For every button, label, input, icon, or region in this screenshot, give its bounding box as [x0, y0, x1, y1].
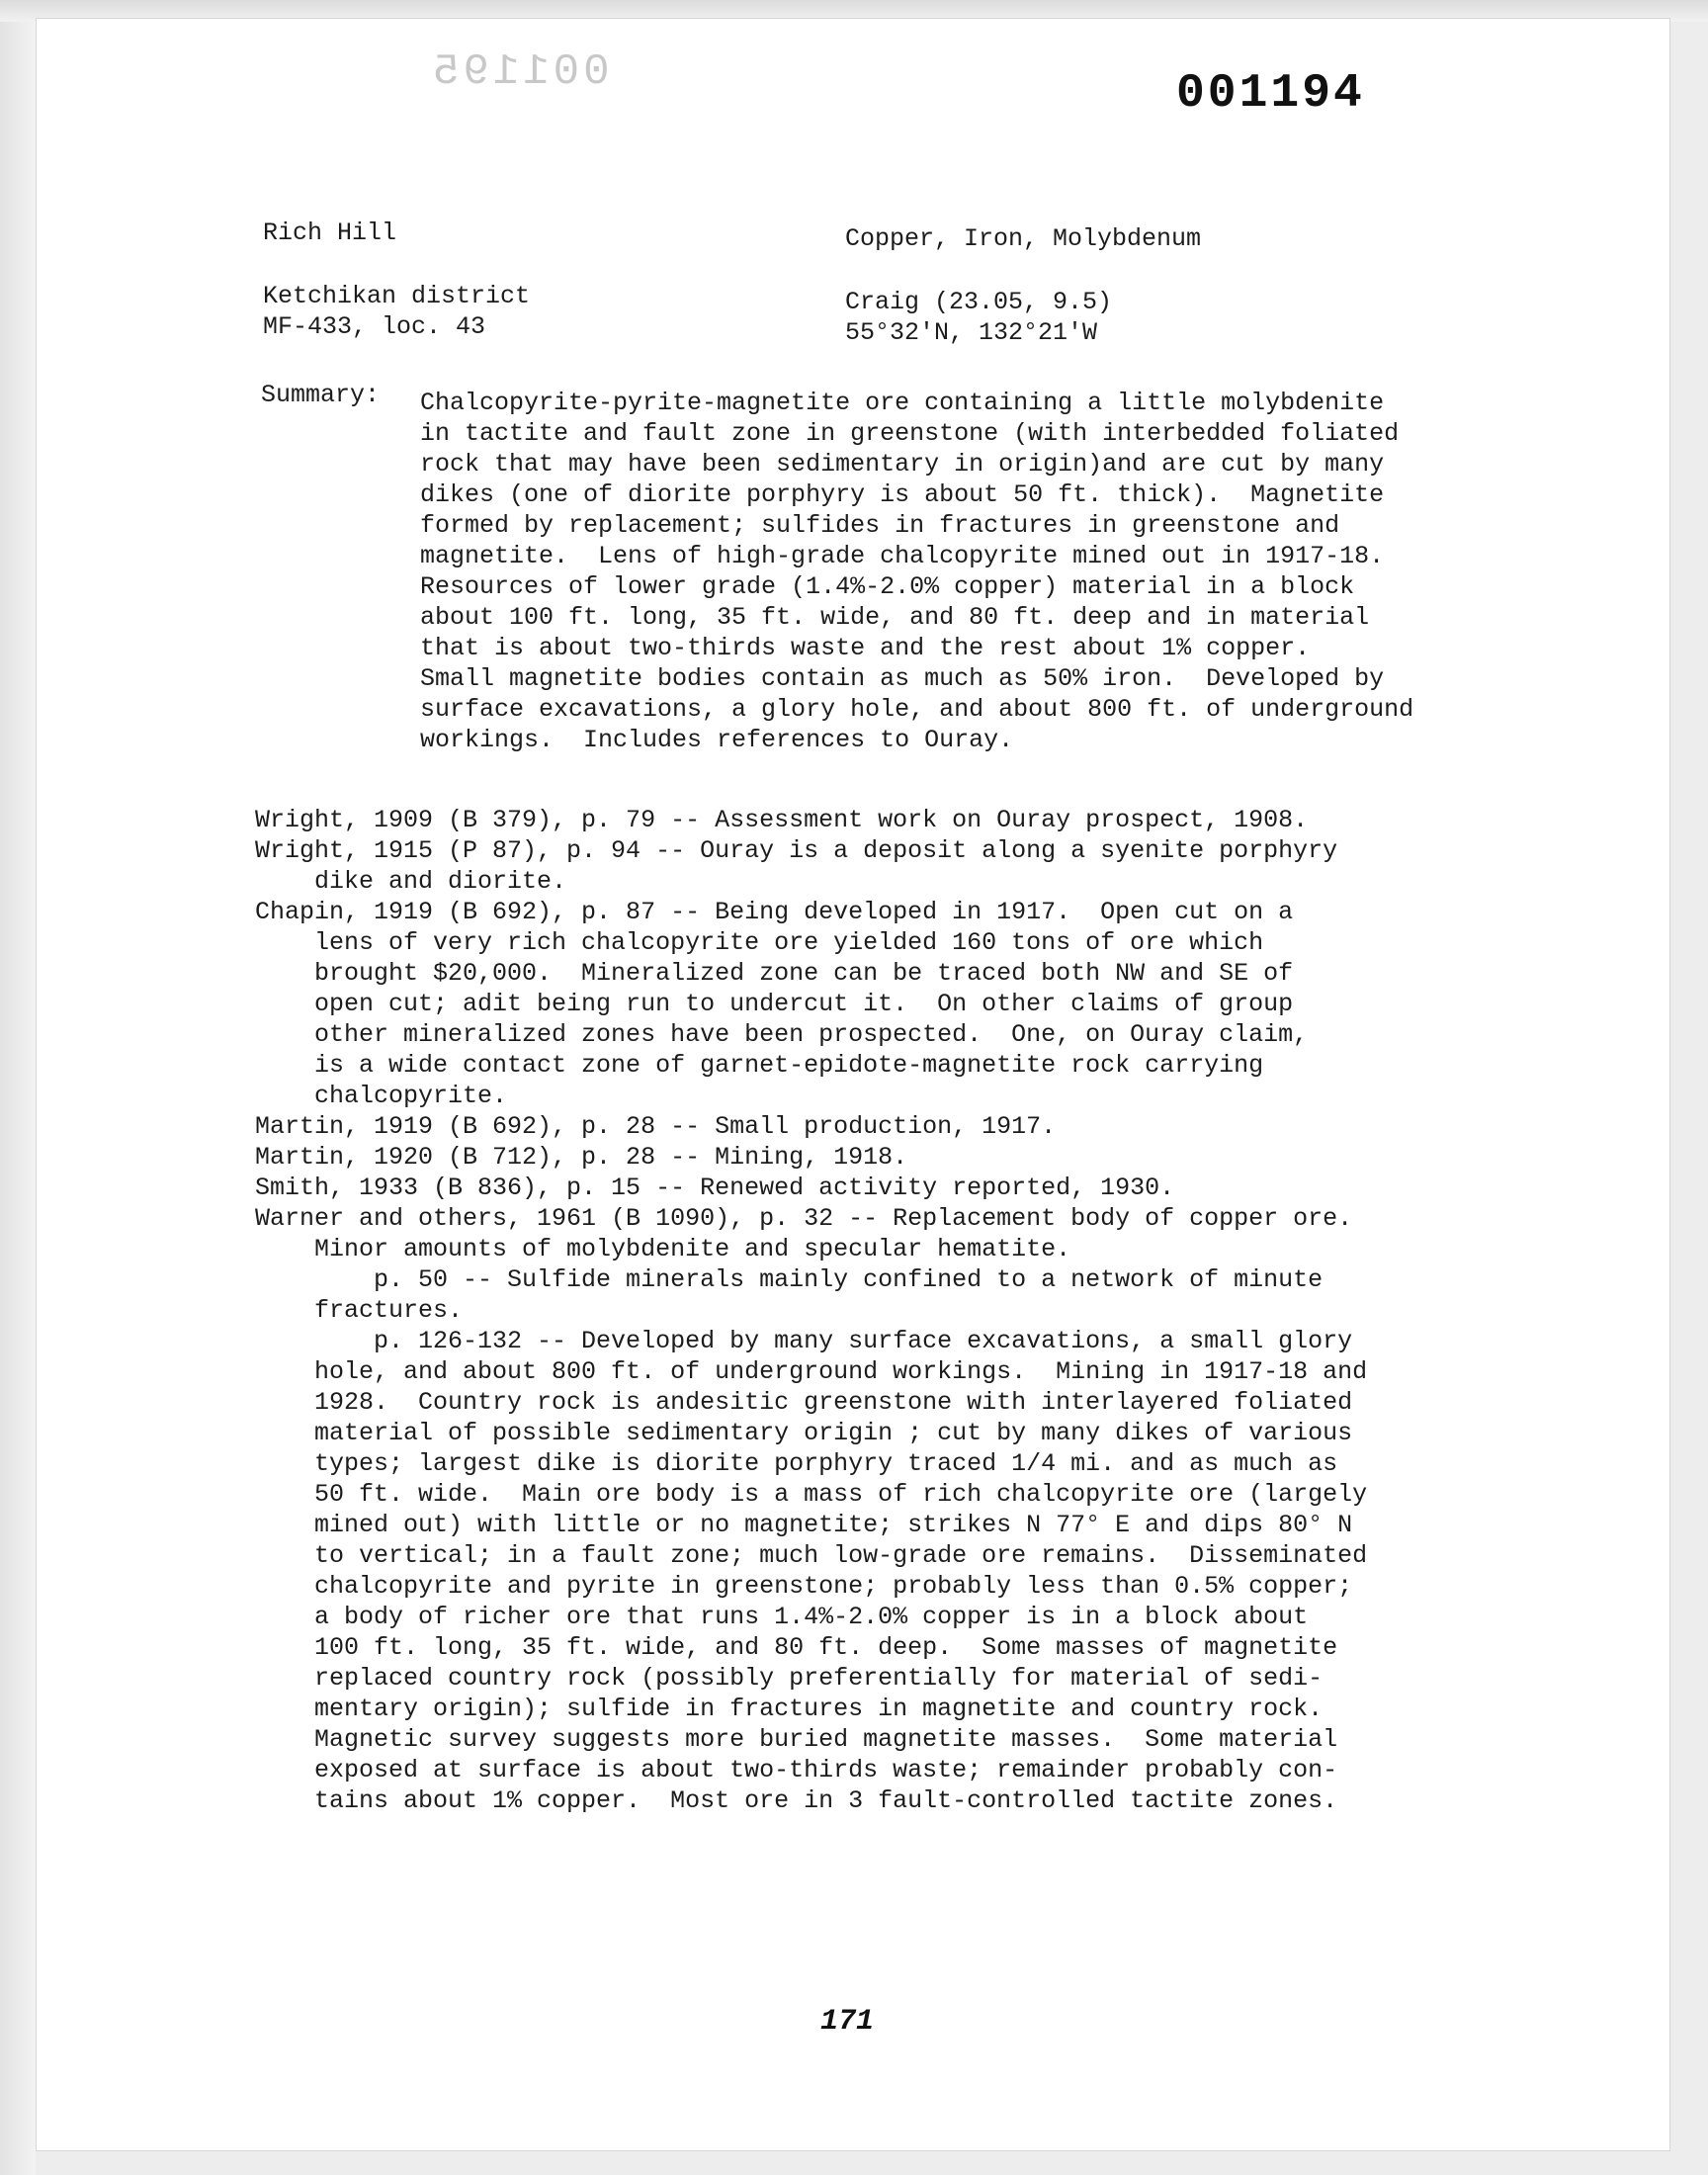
reference-line: hole, and about 800 ft. of underground workings. Mining in 1917-18 and [255, 1357, 1368, 1386]
scan-left-edge [0, 0, 36, 2175]
reference-line: Chapin, 1919 (B 692), p. 87 -- Being developed in 1917. Open cut on a [255, 898, 1294, 926]
summary-line: Resources of lower grade (1.4%-2.0% copper) material in a block [420, 572, 1355, 601]
reference-line: lens of very rich chalcopyrite ore yielded 160 tons of ore which [255, 928, 1264, 957]
summary-line: in tactite and fault zone in greenstone (with interbedded foliated [420, 419, 1400, 448]
reference-line: is a wide contact zone of garnet-epidote-magnetite rock carrying [255, 1051, 1264, 1080]
reference-line: fractures. [255, 1296, 464, 1325]
summary-label: Summary: [261, 381, 381, 409]
reference-line: types; largest dike is diorite porphyry traced 1/4 mi. and as much as [255, 1449, 1338, 1478]
reference-line: material of possible sedimentary origin ; cut by many dikes of various [255, 1419, 1353, 1447]
coordinates: 55°32'N, 132°21'W [845, 318, 1098, 347]
reference-line: Warner and others, 1961 (B 1090), p. 32 -- Replacement body of copper ore. [255, 1204, 1353, 1233]
summary-line: Chalcopyrite-pyrite-magnetite ore containing a little molybdenite [420, 389, 1385, 417]
summary-line: dikes (one of diorite porphyry is about 50 ft. thick). Magnetite [420, 480, 1385, 509]
reference-line: Minor amounts of molybdenite and specular hematite. [255, 1235, 1071, 1263]
summary-line: magnetite. Lens of high-grade chalcopyrite mined out in 1917-18. [420, 542, 1385, 570]
summary-line: rock that may have been sedimentary in origin)and are cut by many [420, 450, 1385, 478]
reference-line: Smith, 1933 (B 836), p. 15 -- Renewed activity reported, 1930. [255, 1174, 1175, 1202]
deposit-name: Rich Hill [263, 218, 397, 247]
map-reference: MF-433, loc. 43 [263, 312, 486, 341]
summary-line: that is about two-thirds waste and the rest about 1% copper. [420, 634, 1311, 662]
reference-line: Wright, 1915 (P 87), p. 94 -- Ouray is a deposit along a syenite porphyry [255, 836, 1338, 865]
reference-line: brought $20,000. Mineralized zone can be traced both NW and SE of [255, 959, 1294, 988]
reference-line: mined out) with little or no magnetite; strikes N 77° E and dips 80° N [255, 1511, 1353, 1539]
summary-text [420, 388, 1413, 755]
reference-line: a body of richer ore that runs 1.4%-2.0% copper is in a block about [255, 1603, 1309, 1631]
summary-line: about 100 ft. long, 35 ft. wide, and 80 ft. deep and in material [420, 603, 1370, 632]
reference-line: mentary origin); sulfide in fractures in magnetite and country rock. [255, 1695, 1324, 1723]
summary-line: Small magnetite bodies contain as much as 50% iron. Developed by [420, 664, 1385, 693]
commodities: Copper, Iron, Molybdenum [845, 224, 1202, 253]
reference-line: open cut; adit being run to undercut it. On other claims of group [255, 990, 1294, 1018]
reference-line: tains about 1% copper. Most ore in 3 fault-controlled tactite zones. [255, 1786, 1338, 1815]
reference-line: Magnetic survey suggests more buried magnetite masses. Some material [255, 1725, 1338, 1754]
page-number: 171 [820, 2005, 875, 2039]
mirrored-stamp-number: 001195 [429, 47, 610, 97]
reference-line: Martin, 1919 (B 692), p. 28 -- Small production, 1917. [255, 1112, 1057, 1141]
reference-line: replaced country rock (possibly preferentially for material of sedi- [255, 1664, 1324, 1693]
summary-line: workings. Includes references to Ouray. [420, 726, 1014, 754]
reference-line: p. 126-132 -- Developed by many surface excavations, a small glory [255, 1327, 1353, 1355]
reference-line: Wright, 1909 (B 379), p. 79 -- Assessment work on Ouray prospect, 1908. [255, 806, 1309, 834]
district: Ketchikan district [263, 282, 531, 310]
reference-line: p. 50 -- Sulfide minerals mainly confined to a network of minute [255, 1265, 1324, 1294]
summary-line: surface excavations, a glory hole, and about 800 ft. of underground [420, 695, 1414, 724]
references-list [255, 805, 1367, 1816]
reference-line: dike and diorite. [255, 867, 567, 896]
reference-line: chalcopyrite and pyrite in greenstone; probably less than 0.5% copper; [255, 1572, 1353, 1601]
reference-line: to vertical; in a fault zone; much low-grade ore remains. Disseminated [255, 1541, 1368, 1570]
location-block [845, 287, 1112, 348]
reference-line: exposed at surface is about two-thirds waste; remainder probably con- [255, 1756, 1338, 1784]
reference-line: 100 ft. long, 35 ft. wide, and 80 ft. deep. Some masses of magnetite [255, 1633, 1338, 1662]
quadrangle: Craig (23.05, 9.5) [845, 288, 1113, 316]
reference-line: Martin, 1920 (B 712), p. 28 -- Mining, 1918. [255, 1143, 908, 1172]
reference-line: 50 ft. wide. Main ore body is a mass of rich chalcopyrite ore (largely [255, 1480, 1368, 1509]
district-block [263, 281, 530, 342]
summary-line: formed by replacement; sulfides in fractures in greenstone and [420, 511, 1340, 540]
reference-line: other mineralized zones have been prospected. One, on Ouray claim, [255, 1020, 1309, 1049]
stamp-number: 001194 [1176, 67, 1365, 121]
reference-line: 1928. Country rock is andesitic greenstone with interlayered foliated [255, 1388, 1353, 1417]
reference-line: chalcopyrite. [255, 1082, 508, 1110]
